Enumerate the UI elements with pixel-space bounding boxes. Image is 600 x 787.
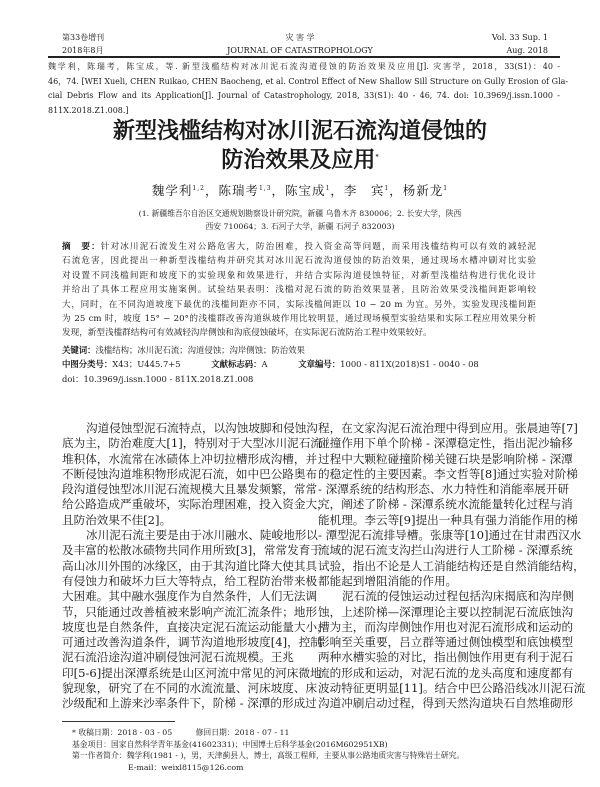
abstract-text: 并给出了具体工程应用实施案例。试验结果表明：浅槛对泥石流的防治效果显著，且防治效果受浅槛间距影响较 <box>62 285 536 296</box>
clc-value: X43；U445.7+5 <box>112 359 181 369</box>
clc-label: 中图分类号： <box>62 359 113 369</box>
doi: doi：10.3969/j.issn.1000 - 811X.2018.Z1.008 <box>62 374 254 384</box>
body-line: 究，阐述了阶梯 - 深潭系统水流能量转化过程与消 <box>318 497 573 512</box>
abstract-line <box>62 240 536 254</box>
author: 陈宝成$^1$， <box>285 183 344 198</box>
title-footnote-mark: * <box>375 153 379 161</box>
body-line: 给公路造成严重破坏，实际治理困难，投入资金大， <box>62 497 329 512</box>
classification <box>62 358 479 370</box>
keywords <box>62 344 305 356</box>
header-right <box>492 31 548 57</box>
paper-title-line1: 新型浅槛结构对冰川泥石流沟道侵蚀的 <box>112 119 487 144</box>
abstract-line <box>62 312 536 326</box>
abstract-label: 摘 要： <box>62 242 101 252</box>
title-text: 防治效果及应用 <box>221 148 376 173</box>
author-affiliation-mark: 1 <box>384 184 390 192</box>
author-affiliation-mark: 1 <box>325 184 331 192</box>
date-cn: 2018年8月 <box>62 46 104 55</box>
body-line: 蚀，上述阶梯—深潭理论主要以控制泥石流底蚀沟 <box>318 604 574 619</box>
body-line: 试验，指出不论是人工消能结构还是自然消能结构， <box>318 558 585 573</box>
doc-code-label: 文献标志码： <box>211 359 262 369</box>
body-line: 泥石流沿途沟道冲刷侵蚀河泥石流规模。王兆 <box>62 650 294 665</box>
paper-title-line2 <box>0 148 600 174</box>
header-left <box>62 31 104 57</box>
body-line: 能机理。李云等[9]提出一种具有强力消能作用的梯 <box>318 512 578 527</box>
citation-block <box>48 60 569 118</box>
body-line: 沟道侵蚀型泥石流特点，以沟蚀坡脚和侵蚀沟 <box>86 421 318 435</box>
abstract-line <box>62 283 536 297</box>
body-column-right <box>318 421 586 712</box>
body-line: 沟道冲刷启动过程，得到天然沟道块石自然堆砌形 <box>318 696 574 711</box>
author-affiliation-mark: 1,3 <box>258 184 272 192</box>
body-line: 有侵蚀力和破坏力巨大等特点，给工程防治带来极 <box>62 573 318 588</box>
author-affiliation-mark: 1 <box>443 184 449 192</box>
body-line: 大困难。其中融水强度作为自然条件，人们无法调 <box>62 589 318 604</box>
body-line: 底为主，防治难度大[1]，特别对于大型冰川泥石流 <box>62 436 322 451</box>
journal-name-cn: 灾 害 学 <box>285 33 315 42</box>
body-line: 波动特征更明显[11]。结合中巴公路沿线冰川泥石流 <box>318 681 586 696</box>
body-line: 槽为主，而沟岸侧蚀作用也对泥石流形成和运动的 <box>318 619 574 634</box>
body-line: 程，在文家沟泥石流治理中得到应用。张晨迪等[7] <box>318 421 578 435</box>
body-line: 碰撞作用下单个阶梯 - 深潭稳定性，指出泥沙输移 <box>318 436 573 451</box>
body-line: 节，只能通过改善植被来影响产流汇流条件；地形 <box>62 604 318 619</box>
abstract-line <box>62 298 536 312</box>
body-line: 坡度也是自然条件，直接决定泥石流运动能量大小， <box>62 619 329 634</box>
citation-line: 46，74. [WEI Xueli, CHEN Ruikao, CHEN Baocheng, et al. Control Effect of New Shallow Sill Structure on Gully Erosion of Gla- <box>48 76 569 86</box>
abstract-text: 针对冰川泥石流发生对公路危害大，防治困难，投入资金高等问题，而采用浅槛结构可以有效的减轻泥 <box>100 242 536 252</box>
author-affiliation-mark: 1,2 <box>192 184 205 192</box>
volume-cn: 第33卷增刊 <box>62 33 105 42</box>
body-line: 过程中大颗粒碰撞阶梯关键石块是影响阶梯 - 深潭 <box>318 451 573 466</box>
abstract-line <box>62 254 536 268</box>
affiliation-line2: 西安 710064；3. 石河子大学，新疆 石河子 832003) <box>205 222 395 231</box>
author-name: 杨新龙 <box>402 183 444 198</box>
journal-name-en: JOURNAL OF CATASTROPHOLOGY <box>227 46 373 55</box>
body-line: 且防治效果不佳[2]。 <box>62 512 172 527</box>
keywords-text: 浅槛结构；冰川泥石流；沟道侵蚀；沟岸侧蚀；防治效果 <box>95 345 305 355</box>
abstract-text: 为 25 cm 时，坡度 15° ~ 20°的浅槛群改善沟道纵坡作用比较明显，通过现场模型实验结果和实际工程应用效果分析 <box>62 314 536 325</box>
body-line: 沙级配和上游来沙率条件下，阶梯 - 深潭的形成过 <box>62 696 317 711</box>
citation-line: cial Debris Flow and its Application[J]. Journal of Catastrophology, 2018, 33(S1): 40 - 46, 74. doi: 10.3969/j.issn.1000 - <box>48 91 560 100</box>
author-name: 陈瑞考 <box>218 183 259 198</box>
body-line: 的稳定性的主要因素。李文哲等[8]通过实验对阶梯 <box>318 466 578 481</box>
author: 李 宾$^1$， <box>343 183 403 198</box>
body-line: 貌现象，研究了在不同的水流流量、河床坡度、床 <box>62 681 318 696</box>
abstract-text: 石流危害，因此提出一种新型浅槛结构并研究其对冰川泥石流沟道侵蚀的防治效果，通过现场水槽冲刷对比实验 <box>62 256 536 267</box>
affiliation-line1: (1. 新疆维吾尔自治区交通规划勘察设计研究院，新疆 乌鲁木齐 830006；2. 长安大学，陕西 <box>138 209 462 218</box>
citation-line: 魏学利，陈瑞考，陈宝成，等. 新型浅槛结构对冰川泥石流沟道侵蚀的防治效果及应用[J]. 灾害学，2018，33(S1)：40 - <box>48 62 560 71</box>
doc-code-value: A <box>261 359 268 369</box>
header-rule <box>48 56 560 58</box>
body-column-left <box>62 421 329 712</box>
author <box>403 183 448 198</box>
volume-en: Vol. 33 Sup. 1 <box>491 33 548 42</box>
footnote-rule <box>62 721 175 722</box>
author-name: 李 宾 <box>343 183 385 198</box>
abstract-text: 大，同时，在不同沟道坡度下最优的浅槛间距亦不同，实际浅槛间距以 10 ~ 20 m 为宜。另外，实验发现浅槛间距 <box>62 299 536 310</box>
abstract-text: 对设置不同浅槛间距和坡度下的实验现象和效果进行，并结合实际沟道侵蚀特征，对新型浅槛结构进行优化设计 <box>62 270 536 281</box>
abstract-text: 发现，新型浅槛群结构可有效减轻沟岸侧蚀和沟底侵蚀破坏，在实际泥石流防治工程中效果较好。 <box>62 328 432 339</box>
body-line: 都能起到增阻消能的作用。 <box>318 573 458 588</box>
body-line: 堆积体，水流常在冰碛体上冲切拉槽形成沟槽，并 <box>62 451 318 466</box>
article-number-value: 1000 - 811X(2018)S1 - 0040 - 08 <box>340 359 479 369</box>
article-number-label: 文章编号： <box>298 359 341 369</box>
journal-header <box>200 31 400 57</box>
body-line: - 潭型泥石流排导槽。张康等[10]通过在甘肃西汉水 <box>318 528 582 543</box>
body-line: 及丰富的松散冰碛物共同作用所致[3]，常常发育于 <box>62 543 322 558</box>
abstract-line <box>62 326 536 340</box>
body-line: 高山冰川外围的冰缘区，由于其沟道比降大使其具 <box>62 558 318 573</box>
body-line: 影响至关重要，吕立群等通过侧蚀模型和底蚀模型 <box>318 635 574 650</box>
footnote-funding: 基金项目：国家自然科学青年基金(41602331)；中国博士后科学基金(2016M602951XB) <box>72 739 388 749</box>
date-en: Aug. 2018 <box>506 46 548 55</box>
author-name: 魏学利 <box>151 183 193 198</box>
abstract-line <box>62 269 536 283</box>
author: 陈瑞考$^{1,3}$， <box>218 183 286 198</box>
footnote-author-bio: 第一作者简介：魏学利(1981 - )，男，天津蓟县人，博士，高级工程师，主要从事公路地质灾害与特殊岩土研究。 <box>72 751 465 760</box>
body-line: 流的形成和运动，对泥石流的龙头高度和速度都有 <box>318 665 574 680</box>
author-name: 陈宝成 <box>285 183 326 198</box>
body-line: 冰川泥石流主要是由于冰川融水、陡峻地形以 <box>86 528 318 543</box>
citation-line: 811X.2018.Z1.008.] <box>48 105 129 115</box>
body-line: 不断侵蚀沟道堆积物形成泥石流，如中巴公路奥布 <box>62 466 318 481</box>
footnote-email: E-mail：weixl8115@126.com <box>128 762 244 772</box>
author-list <box>0 181 600 199</box>
keywords-label: 关键词： <box>62 345 96 355</box>
footnotes <box>72 727 464 773</box>
body-line: 段沟道侵蚀型冰川泥石流规模大且暴发频繁，常常 <box>62 482 318 497</box>
body-line: 可通过改善沟道条件，调节沟道地形坡度[4]，控制 <box>62 635 322 650</box>
body-line: 两种水槽实验的对比，指出侧蚀作用更有利于泥石 <box>318 650 574 665</box>
body-line: 印[5-6]提出深潭系统是山区河流中常见的河床微地 <box>62 665 322 680</box>
body-line: 流域的泥石流支沟拦山沟进行人工阶梯 - 深潭系统 <box>318 543 573 558</box>
footnote-dates: * 收稿日期：2018 - 03 - 05 修回日期：2018 - 07 - 11 <box>72 728 290 737</box>
abstract <box>62 240 536 341</box>
body-line: 泥石流的侵蚀运动过程包括沟床揭底和沟岸侧 <box>342 589 574 604</box>
body-line: - 深潭系统的结构形态、水力特性和消能率展开研 <box>318 482 570 497</box>
author: 魏学利$^{1,2}$， <box>151 183 219 198</box>
